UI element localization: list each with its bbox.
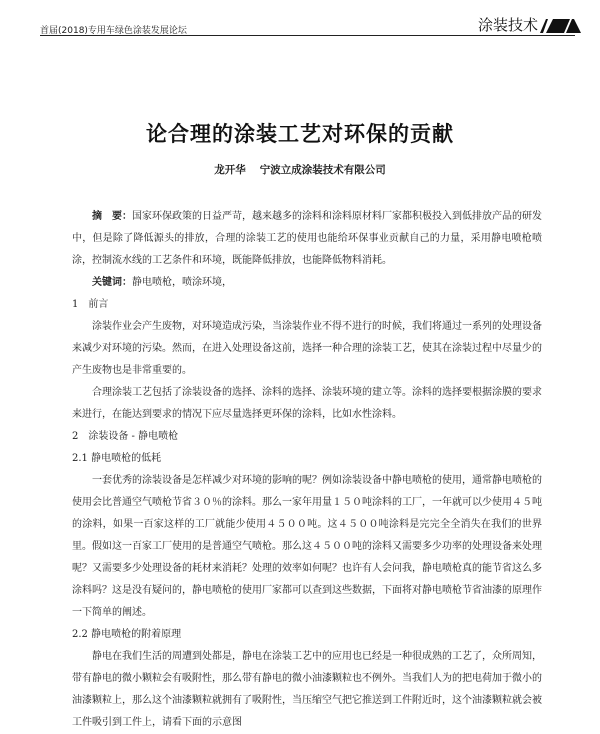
article-title: 论合理的涂装工艺对环保的贡献: [146, 122, 454, 146]
section-heading-2-1: 2.1 静电喷枪的低耗: [72, 453, 162, 464]
author-affiliation: 宁波立成涂装技术有限公司: [259, 164, 386, 176]
paragraph: 涂装作业会产生废物，对环境造成污染，当涂装作业不得不进行的时候，我们将通过一系列的处理设备来减少对环境的污染。然而，在进入处理设备这前，选择一种合理的涂装工艺，使其在涂装过程中尽量少的产生废物也是非常重要的。: [72, 321, 542, 376]
conference-name: 首届(2018)专用车绿色涂装发展论坛: [40, 26, 187, 36]
abstract-text: 国家环保政策的日益严苛，越来越多的涂料和涂料原材料厂家都积极投入到低排放产品的研发中，但是除了降低源头的排放，合理的涂装工艺的使用也能给环保事业贡献自己的力量，采用静电喷枪喷涂，控制流水线的工艺条件和环境，既能降低排放，也能降低物料消耗。: [72, 211, 542, 266]
section-heading-2-2: 2.2 静电喷枪的附着原理: [72, 629, 182, 640]
section-heading-1: 1 前言: [72, 299, 109, 310]
article-body: [72, 206, 542, 734]
journal-logo-icon: [540, 18, 582, 33]
keywords-text: 静电喷枪，喷涂环境，: [132, 277, 232, 288]
paragraph: 静电在我们生活的周遭到处都是，静电在涂装工艺中的应用也已经是一种很成熟的工艺了，众所周知，带有静电的微小颗粒会有吸附性，那么带有静电的微小油漆颗粒也不例外。当我们人为的把电荷加于微小的油漆颗粒上，那么这个油漆颗粒就拥有了吸附性，当压缩空气把它推送到工件附近时，这个油漆颗粒就会被工件吸引到工件上，请看下面的示意图: [72, 651, 542, 728]
author-name: 龙开华: [214, 164, 246, 176]
paragraph: 合理涂装工艺包括了涂装设备的选择、涂料的选择、涂装环境的建立等。涂料的选择要根据涂膜的要求来进行，在能达到要求的情况下应尽量选择更环保的涂料，比如水性涂料。: [72, 387, 542, 420]
abstract-label: 摘 要：: [92, 211, 132, 222]
paragraph: 一套优秀的涂装设备是怎样减少对环境的影响的呢？例如涂装设备中静电喷枪的使用，通常静电喷枪的使用会比普通空气喷枪节省３０％的涂料。那么一家年用量１５０吨涂料的工厂，一年就可以少使用４５吨的涂料，如果一百家这样的工厂就能少使用４５００吨。这４５００吨涂料是完完全全消失在我们的世界里。假如这一百家工厂使用的是普通空气喷枪。那么这４５００吨的涂料又需要多少功率的处理设备来处理呢？又需要多少处理设备的耗材来消耗？处理的效率如何呢？也许有人会问我，静电喷枪真的能节省这么多涂料吗？这是没有疑问的，静电喷枪的使用厂家都可以查到这些数据，下面将对静电喷枪节省油漆的原理作一下简单的阐述。: [72, 475, 542, 618]
byline: [0, 162, 600, 177]
header-rule: [40, 35, 575, 36]
running-header: [40, 14, 560, 36]
keywords: [72, 272, 542, 294]
abstract: [72, 206, 542, 272]
section-heading-2: 2 涂装设备 - 静电喷枪: [72, 431, 179, 442]
journal-name: 涂装技术: [477, 16, 538, 34]
keywords-label: 关键词：: [92, 277, 132, 288]
